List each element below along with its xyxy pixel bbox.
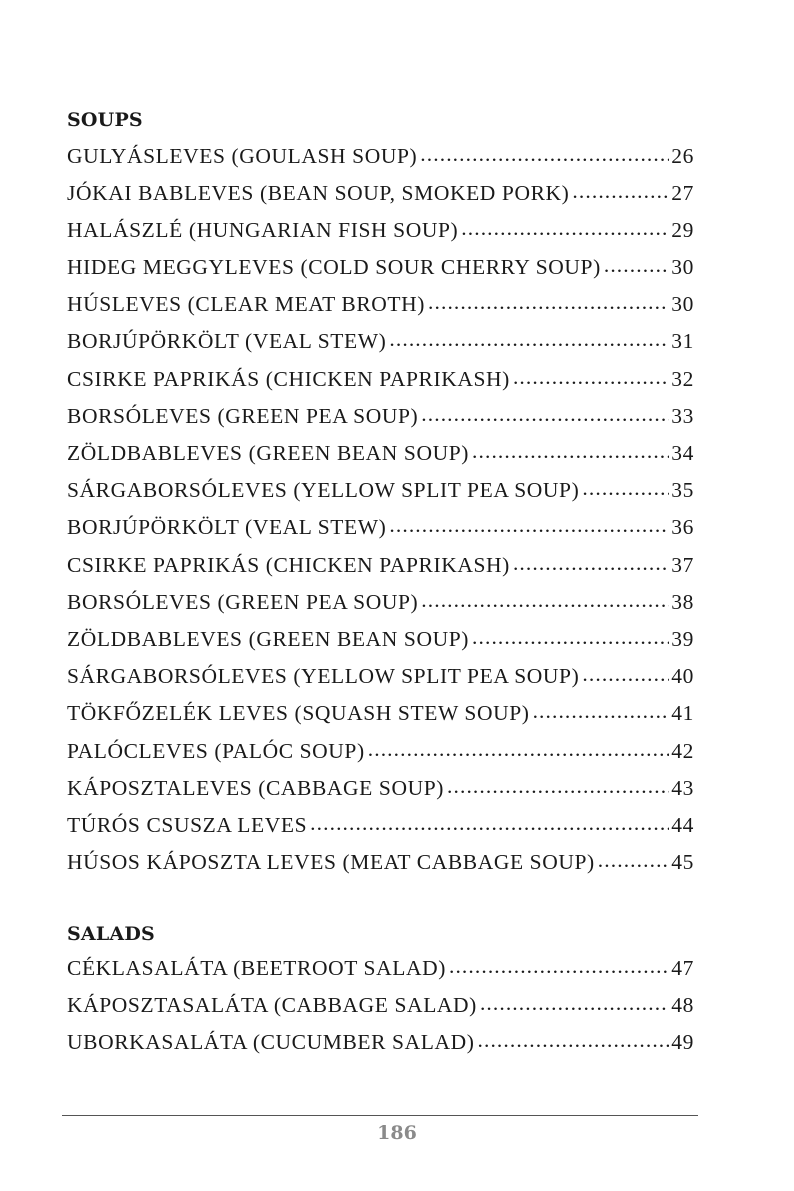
toc-entry <box>67 290 694 327</box>
toc-entry-page: 31 <box>671 329 694 354</box>
dot-leader <box>513 550 669 572</box>
toc-entry-page: 30 <box>671 255 694 280</box>
toc-entry <box>67 513 694 550</box>
toc-entry-title: KÁPOSZTALEVES (CABBAGE SOUP) <box>67 775 445 800</box>
section-heading-salads: SALADS <box>67 923 155 945</box>
toc-entry <box>67 253 694 290</box>
page-number: 186 <box>377 1122 417 1144</box>
toc-entry <box>67 364 694 401</box>
dot-leader <box>604 253 669 275</box>
toc-entry-page: 26 <box>671 143 694 168</box>
toc-entry-title: HIDEG MEGGYLEVES (COLD SOUR CHERRY SOUP) <box>67 255 601 280</box>
toc-entry <box>67 848 694 885</box>
toc-entry-page: 30 <box>671 292 694 317</box>
toc-entry-page: 38 <box>671 589 694 614</box>
salads-entry-list <box>67 953 694 1065</box>
toc-entry-title: BORJÚPÖRKÖLT (VEAL STEW) <box>67 329 387 354</box>
toc-entry <box>67 773 694 810</box>
dot-leader <box>572 178 669 200</box>
toc-entry-page: 34 <box>671 441 694 465</box>
toc-entry-page: 37 <box>671 552 694 577</box>
dot-leader <box>428 290 669 312</box>
soups-entry-list <box>67 141 694 885</box>
toc-entry-title: BORSÓLEVES (GREEN PEA SOUP) <box>67 589 419 614</box>
dot-leader <box>480 990 669 1012</box>
toc-entry-page: 35 <box>671 478 694 503</box>
toc-entry-page: 45 <box>671 850 694 875</box>
toc-entry-title: KÁPOSZTASALÁTA (CABBAGE SALAD) <box>67 992 477 1017</box>
toc-entry-page: 49 <box>671 1029 694 1054</box>
toc-entry <box>67 953 694 990</box>
toc-entry-page: 39 <box>671 626 694 651</box>
toc-entry-title: CSIRKE PAPRIKÁS (CHICKEN PAPRIKASH) <box>67 552 510 577</box>
toc-entry-title: UBORKASALÁTA (CUCUMBER SALAD) <box>67 1029 475 1054</box>
dot-leader <box>421 587 669 609</box>
dot-leader <box>461 215 669 237</box>
dot-leader <box>310 810 669 832</box>
toc-entry-title: HÚSLEVES (CLEAR MEAT BROTH) <box>67 292 426 317</box>
dot-leader <box>478 1027 670 1049</box>
toc-entry-page: 41 <box>671 701 694 726</box>
toc-entry-page: 27 <box>671 180 694 205</box>
dot-leader <box>598 848 670 870</box>
toc-entry-title: CÉKLASALÁTA (BEETROOT SALAD) <box>67 955 446 980</box>
toc-entry <box>67 327 694 364</box>
toc-entry <box>67 178 694 215</box>
dot-leader <box>582 662 669 684</box>
toc-entry-title: SÁRGABORSÓLEVES (YELLOW SPLIT PEA SOUP) <box>67 478 580 503</box>
dot-leader <box>389 513 669 535</box>
toc-entry-page: 36 <box>671 515 694 540</box>
toc-entry-page: 44 <box>671 812 694 837</box>
toc-entry-title: GULYÁSLEVES (GOULASH SOUP) <box>67 143 418 168</box>
toc-entry <box>67 699 694 736</box>
dot-leader <box>582 476 669 498</box>
toc-entry <box>67 736 694 773</box>
toc-entry-title: BORSÓLEVES (GREEN PEA SOUP) <box>67 403 419 428</box>
toc-entry-page: 40 <box>671 664 694 689</box>
toc-entry-title: ZÖLDBABLEVES (GREEN BEAN SOUP) <box>67 441 470 465</box>
dot-leader <box>447 773 669 795</box>
toc-entry-page: 48 <box>671 992 694 1017</box>
toc-entry-title: ZÖLDBABLEVES (GREEN BEAN SOUP) <box>67 626 470 651</box>
dot-leader <box>420 141 669 163</box>
toc-entry-title: TÖKFŐZELÉK LEVES (SQUASH STEW SOUP) <box>67 701 530 726</box>
toc-entry <box>67 624 694 661</box>
dot-leader <box>449 953 669 975</box>
toc-entry <box>67 401 694 438</box>
toc-entry-title: BORJÚPÖRKÖLT (VEAL STEW) <box>67 515 387 540</box>
toc-entry <box>67 550 694 587</box>
toc-entry-title: SÁRGABORSÓLEVES (YELLOW SPLIT PEA SOUP) <box>67 664 580 689</box>
toc-entry-title: CSIRKE PAPRIKÁS (CHICKEN PAPRIKASH) <box>67 366 510 391</box>
dot-leader <box>368 736 670 758</box>
toc-entry <box>67 662 694 699</box>
footer-divider <box>62 1115 698 1116</box>
dot-leader <box>472 439 669 461</box>
dot-leader <box>472 624 669 646</box>
toc-entry-title: TÚRÓS CSUSZA LEVES <box>67 812 308 837</box>
toc-entry-title: HÚSOS KÁPOSZTA LEVES (MEAT CABBAGE SOUP) <box>67 850 595 875</box>
dot-leader <box>513 364 669 386</box>
toc-entry-title: PALÓCLEVES (PALÓC SOUP) <box>67 738 365 763</box>
toc-entry <box>67 990 694 1027</box>
dot-leader <box>421 401 669 423</box>
toc-entry <box>67 439 694 476</box>
section-heading-soups: SOUPS <box>67 109 143 131</box>
toc-entry-page: 43 <box>671 775 694 800</box>
toc-entry <box>67 215 694 252</box>
toc-entry-title: JÓKAI BABLEVES (BEAN SOUP, SMOKED PORK) <box>67 180 570 205</box>
toc-entry <box>67 810 694 847</box>
toc-entry-page: 47 <box>671 955 694 980</box>
toc-entry <box>67 587 694 624</box>
toc-entry-page: 29 <box>671 217 694 242</box>
toc-entry <box>67 141 694 178</box>
toc-entry <box>67 1027 694 1064</box>
dot-leader <box>389 327 669 349</box>
toc-entry-page: 33 <box>671 403 694 428</box>
toc-entry <box>67 476 694 513</box>
toc-entry-page: 32 <box>671 366 694 391</box>
toc-entry-page: 42 <box>671 738 694 763</box>
toc-entry-title: HALÁSZLÉ (HUNGARIAN FISH SOUP) <box>67 217 459 242</box>
dot-leader <box>533 699 670 721</box>
